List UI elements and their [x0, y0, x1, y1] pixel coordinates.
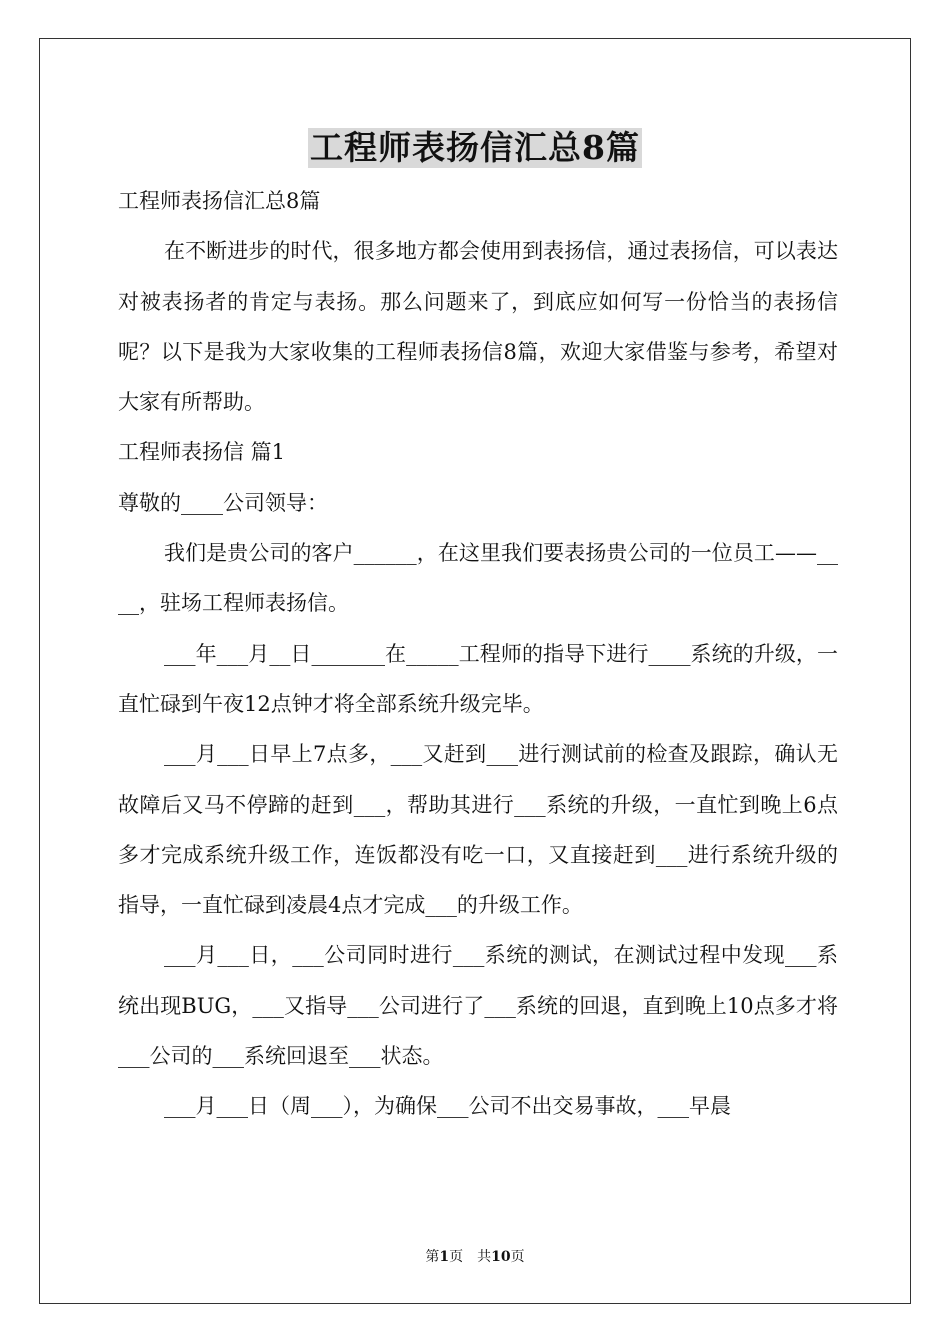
paragraph: ___月___日早上7点多，___又赶到___进行测试前的检查及跟踪，确认无故障后又马不停蹄的赶到___，帮助其进行___系统的升级，一直忙到晚上6点多才完成系统升级工作，连饭都没有吃一口，又直接赶到___进行系统升级的指导，一直忙碌到凌晨4点才完成___的升级工作。: [118, 742, 838, 918]
paragraph: 尊敬的____公司领导：: [118, 490, 328, 515]
footer-page-number: 1: [439, 1249, 450, 1265]
paragraph: 我们是贵公司的客户______，在这里我们要表扬贵公司的一位员工——____，驻场工程师表扬信。: [118, 541, 838, 616]
paragraph: 在不断进步的时代，很多地方都会使用到表扬信，通过表扬信，可以表达对被表扬者的肯定与表扬。那么问题来了，到底应如何写一份恰当的表扬信呢？以下是我为大家收集的工程师表扬信8篇，欢迎大家借鉴与参考，希望对大家有所帮助。: [118, 239, 838, 415]
paragraph: ___月___日（周___），为确保___公司不出交易事故，___早晨: [164, 1094, 731, 1119]
paragraph: 工程师表扬信汇总8篇: [118, 189, 321, 213]
footer-suffix: 页: [510, 1249, 525, 1265]
footer-mid: 页 共: [449, 1249, 492, 1265]
document-title: 工程师表扬信汇总8篇: [310, 128, 640, 167]
footer-prefix: 第: [425, 1249, 440, 1265]
footer-total-pages: 10: [491, 1249, 511, 1265]
paragraph: 工程师表扬信 篇1: [118, 440, 286, 465]
paragraph: ___年___月__日_______在_____工程师的指导下进行____系统的升级，一直忙碌到午夜12点钟才将全部系统升级完毕。: [118, 641, 838, 716]
page-footer: [0, 1248, 950, 1266]
title-container: [0, 128, 950, 168]
document-body: [118, 176, 838, 1132]
paragraph: ___月___日，___公司同时进行___系统的测试，在测试过程中发现___系统出现BUG，___又指导___公司进行了___系统的回退，直到晚上10点多才将___公司的___系统回退至___状态。: [118, 943, 838, 1069]
